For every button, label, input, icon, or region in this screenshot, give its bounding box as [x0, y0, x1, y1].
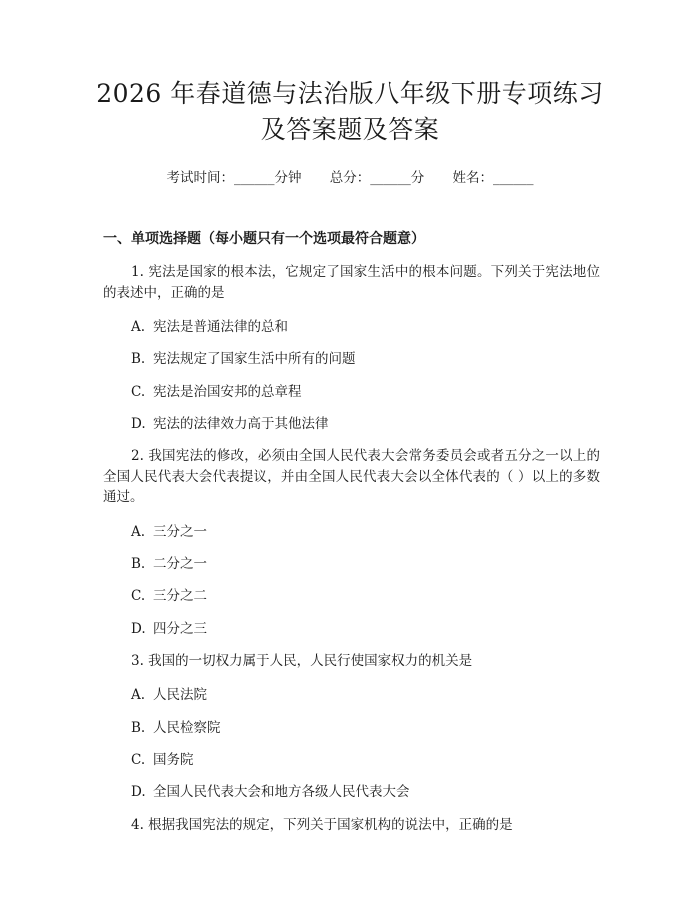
exam-info: [0, 168, 700, 188]
option-text: 宪法是普通法律的总和: [153, 319, 288, 335]
name-field: 姓名：______: [452, 170, 534, 186]
option-item: [131, 685, 600, 705]
question-text: 1. 宪法是国家的根本法，它规定了国家生活中的根本问题。下列关于宪法地位的表述中，正确的是: [103, 264, 600, 301]
option-text: 四分之三: [153, 620, 207, 637]
option-text: 宪法的法律效力高于其他法律: [153, 415, 329, 432]
option-item: [131, 522, 600, 542]
option-item: [131, 349, 600, 369]
exam-time: 考试时间：______分钟: [166, 170, 302, 186]
option-item: [131, 586, 600, 606]
option-label: A.: [131, 523, 146, 540]
question-list: [103, 262, 600, 849]
option-label: A.: [131, 687, 146, 704]
option-text: 三分之二: [153, 588, 207, 605]
title-line-2: 及答案题及答案: [260, 115, 440, 144]
option-label: D.: [131, 784, 146, 801]
option-item: [131, 782, 600, 802]
option-item: [131, 619, 600, 639]
option-label: D.: [131, 415, 146, 432]
option-text: 二分之一: [153, 555, 207, 572]
option-label: C.: [131, 751, 146, 768]
question-text: 3. 我国的一切权力属于人民，人民行使国家权力的机关是: [131, 652, 473, 669]
option-text: 宪法规定了国家生活中所有的问题: [153, 351, 356, 368]
option-item: [131, 554, 600, 574]
option-text: 国务院: [153, 751, 194, 768]
option-label: A.: [131, 319, 146, 335]
option-item: [131, 382, 600, 402]
option-label: B.: [131, 351, 146, 368]
total-score: 总分：______分: [329, 170, 425, 186]
question-text: 2. 我国宪法的修改，必须由全国人民代表大会常务委员会或者五分之一以上的全国人民代表大会代表提议，并由全国人民代表大会以全体代表的（ ）以上的多数通过。: [103, 448, 600, 506]
option-text: 全国人民代表大会和地方各级人民代表大会: [153, 784, 410, 801]
option-item: [131, 414, 600, 434]
option-label: C.: [131, 588, 146, 605]
question-text: 4. 根据我国宪法的规定，下列关于国家机构的说法中，正确的是: [131, 816, 513, 833]
section-heading: 一、单项选择题（每小题只有一个选项最符合题意）: [103, 231, 425, 247]
option-text: 人民法院: [153, 687, 207, 704]
option-text: 三分之一: [153, 523, 207, 540]
option-item: [131, 317, 600, 337]
option-label: D.: [131, 620, 146, 637]
document-title: [80, 76, 620, 148]
option-label: B.: [131, 555, 146, 572]
title-line-1: 2026 年春道德与法治版八年级下册专项练习: [96, 79, 604, 108]
option-item: [131, 718, 600, 738]
option-item: [131, 750, 600, 770]
option-label: B.: [131, 719, 146, 736]
option-text: 人民检察院: [153, 719, 221, 736]
option-label: C.: [131, 383, 146, 400]
option-text: 宪法是治国安邦的总章程: [153, 383, 302, 400]
